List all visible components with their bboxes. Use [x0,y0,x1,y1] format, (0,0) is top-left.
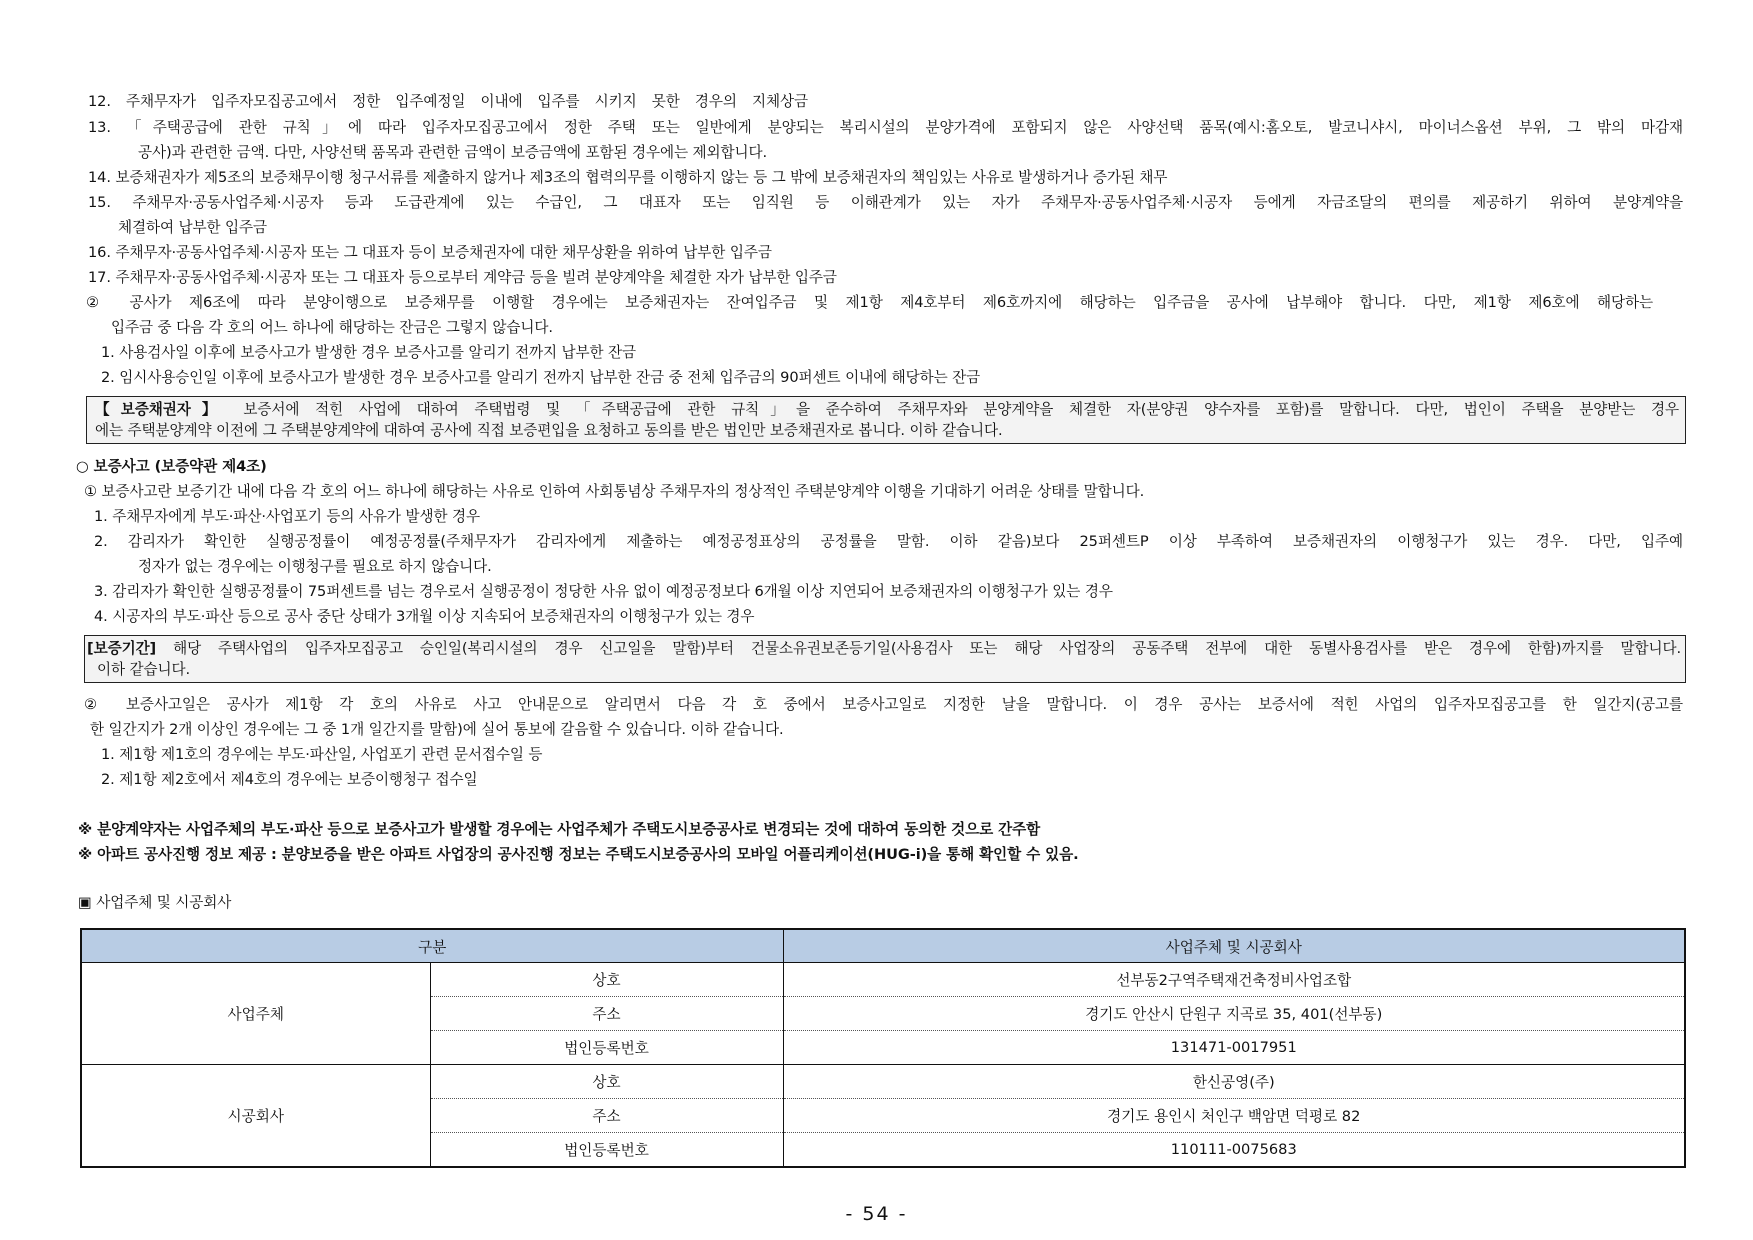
creditor-definition-box [86,396,1686,444]
accident-clause-1: ① 보증사고란 보증기간 내에 다음 각 호의 어느 하나에 해당하는 사유로 인하여 사회통념상 주채무자의 정상적인 주택분양계약 이행을 기대하기 어려운 상태를 말합니다. [84,483,1145,500]
table-row [81,1065,1685,1099]
field-label: 법인등록번호 [430,1133,783,1168]
accident-date-clause: ② 보증사고일은 공사가 제1항 각 호의 사유로 사고 안내문으로 알리면서 다음 각 호 중에서 보증사고일로 지정한 날을 말합니다. 이 경우 공사는 보증서에 적힌 사업의 입주자모집공고를 한 일간지(공고를 [84,696,1683,713]
company-table [80,928,1686,1168]
section-title: ▣ 사업주체 및 시공회사 [78,894,232,911]
field-label: 상호 [430,963,783,997]
field-value: 경기도 안산시 단원구 지곡로 35, 401(선부동) [783,997,1685,1031]
field-value: 131471-0017951 [783,1031,1685,1065]
note-1: ※ 분양계약자는 사업주체의 부도·파산 등으로 보증사고가 발생할 경우에는 사업주체가 주택도시보증공사로 변경되는 것에 대하여 동의한 것으로 간주함 [78,821,1041,838]
clause-2: ② 공사가 제6조에 따라 분양이행으로 보증채무를 이행할 경우에는 보증채권자는 잔여입주금 및 제1항 제4호부터 제6호까지에 해당하는 입주금을 공사에 납부해야 합니다. 다만, 제1항 제6호에 해당하는 [86,294,1653,311]
table-header-row [81,929,1685,963]
item-13-cont: 공사)과 관련한 금액. 다만, 사양선택 품목과 관련한 금액이 보증금액에 포함된 경우에는 제외합니다. [138,144,768,161]
field-value: 110111-0075683 [783,1133,1685,1168]
accident-item-2: 2. 감리자가 확인한 실행공정률이 예정공정률(주채무자가 감리자에게 제출하는 예정공정표상의 공정률을 말함. 이하 같음)보다 25퍼센트P 이상 부족하여 보증채권자의 이행청구가 있는 경우. 다만, 입주예 [94,533,1683,550]
accident-date-cont: 한 일간지가 2개 이상인 경우에는 그 중 1개 일간지를 말함)에 실어 통보에 갈음할 수 있습니다. 이하 같습니다. [90,721,784,738]
period-definition-line2: 이하 같습니다. [97,661,191,678]
clause-2-cont: 입주금 중 다음 각 호의 어느 하나에 해당하는 잔금은 그렇지 않습니다. [111,319,553,336]
clause-2-item-2: 2. 임시사용승인일 이후에 보증사고가 발생한 경우 보증사고를 알리기 전까지 납부한 잔금 중 전체 입주금의 90퍼센트 이내에 해당하는 잔금 [101,369,981,386]
clause-2-item-1: 1. 사용검사일 이후에 보증사고가 발생한 경우 보증사고를 알리기 전까지 납부한 잔금 [101,344,637,361]
period-definition-box [84,635,1686,683]
item-14: 14. 보증채권자가 제5조의 보증채무이행 청구서류를 제출하지 않거나 제3조의 협력의무를 이행하지 않는 등 그 밖에 보증채권자의 책임있는 사유로 발생하거나 증가된 채무 [88,169,1168,186]
field-label: 주소 [430,1099,783,1133]
accident-heading: ○ 보증사고 (보증약관 제4조) [76,458,267,475]
field-value: 경기도 용인시 처인구 백암면 덕평로 82 [783,1099,1685,1133]
period-text: 해당 주택사업의 입주자모집공고 승인일(복리시설의 경우 신고일을 말함)부터 건물소유권보존등기일(사용검사 또는 해당 사업장의 공동주택 전부에 대한 동별사용검사를 받은 경우에 한함)까지를 말합니다. [156,640,1681,657]
table-row [81,963,1685,997]
field-value: 한신공영(주) [783,1065,1685,1099]
note-2: ※ 아파트 공사진행 정보 제공 : 분양보증을 받은 아파트 사업장의 공사진행 정보는 주택도시보증공사의 모바일 어플리케이션(HUG-i)을 통해 확인할 수 있음. [78,846,1079,863]
group-developer: 사업주체 [81,963,430,1065]
item-13: 13. 「주택공급에 관한 규칙」에 따라 입주자모집공고에서 정한 주택 또는 일반에게 분양되는 복리시설의 분양가격에 포함되지 않은 사양선택 품목(예시:홈오토, 발코니샤시, 마이너스옵션 부위, 그 밖의 마감재 [88,119,1683,136]
header-category: 구분 [81,929,783,963]
accident-item-1: 1. 주채무자에게 부도·파산·사업포기 등의 사유가 발생한 경우 [94,508,480,525]
creditor-definition-line2: 에는 주택분양계약 이전에 그 주택분양계약에 대하여 공사에 직접 보증편입을 요청하고 동의를 받은 법인만 보증채권자로 봅니다. 이하 같습니다. [95,422,1003,439]
period-label: [보증기간] [87,640,157,657]
creditor-definition-line1 [95,400,1679,419]
header-company: 사업주체 및 시공회사 [783,929,1685,963]
accident-item-4: 4. 시공자의 부도·파산 등으로 공사 중단 상태가 3개월 이상 지속되어 보증채권자의 이행청구가 있는 경우 [94,608,755,625]
item-12: 12. 주채무자가 입주자모집공고에서 정한 입주예정일 이내에 입주를 시키지 못한 경우의 지체상금 [88,93,808,110]
accident-date-item-1: 1. 제1항 제1호의 경우에는 부도·파산일, 사업포기 관련 문서접수일 등 [101,746,543,763]
item-15: 15. 주채무자·공동사업주체·시공자 등과 도급관계에 있는 수급인, 그 대표자 또는 임직원 등 이해관계가 있는 자가 주채무자·공동사업주체·시공자 등에게 자금조달의 편의를 제공하기 위하여 분양계약을 [88,194,1683,211]
item-17: 17. 주채무자·공동사업주체·시공자 또는 그 대표자 등으로부터 계약금 등을 빌려 분양계약을 체결한 자가 납부한 입주금 [88,269,837,286]
accident-item-2-cont: 정자가 없는 경우에는 이행청구를 필요로 하지 않습니다. [138,558,492,575]
period-definition-line1 [87,639,1681,658]
accident-item-3: 3. 감리자가 확인한 실행공정률이 75퍼센트를 넘는 경우로서 실행공정이 정당한 사유 없이 예정공정보다 6개월 이상 지연되어 보증채권자의 이행청구가 있는 경우 [94,583,1113,600]
page-number: - 54 - [845,1203,908,1225]
creditor-label: 【보증채권자】 [95,401,228,418]
group-contractor: 시공회사 [81,1065,430,1168]
item-16: 16. 주채무자·공동사업주체·시공자 또는 그 대표자 등이 보증채권자에 대한 채무상환을 위하여 납부한 입주금 [88,244,772,261]
item-15-cont: 체결하여 납부한 입주금 [118,219,268,236]
field-label: 상호 [430,1065,783,1099]
field-label: 법인등록번호 [430,1031,783,1065]
creditor-text: 보증서에 적힌 사업에 대하여 주택법령 및 「주택공급에 관한 규칙」을 준수하여 주채무자와 분양계약을 체결한 자(분양권 양수자를 포함)를 말합니다. 다만, 법인이 주택을 분양받는 경우 [227,401,1679,418]
field-label: 주소 [430,997,783,1031]
accident-date-item-2: 2. 제1항 제2호에서 제4호의 경우에는 보증이행청구 접수일 [101,771,478,788]
field-value: 선부동2구역주택재건축정비사업조합 [783,963,1685,997]
